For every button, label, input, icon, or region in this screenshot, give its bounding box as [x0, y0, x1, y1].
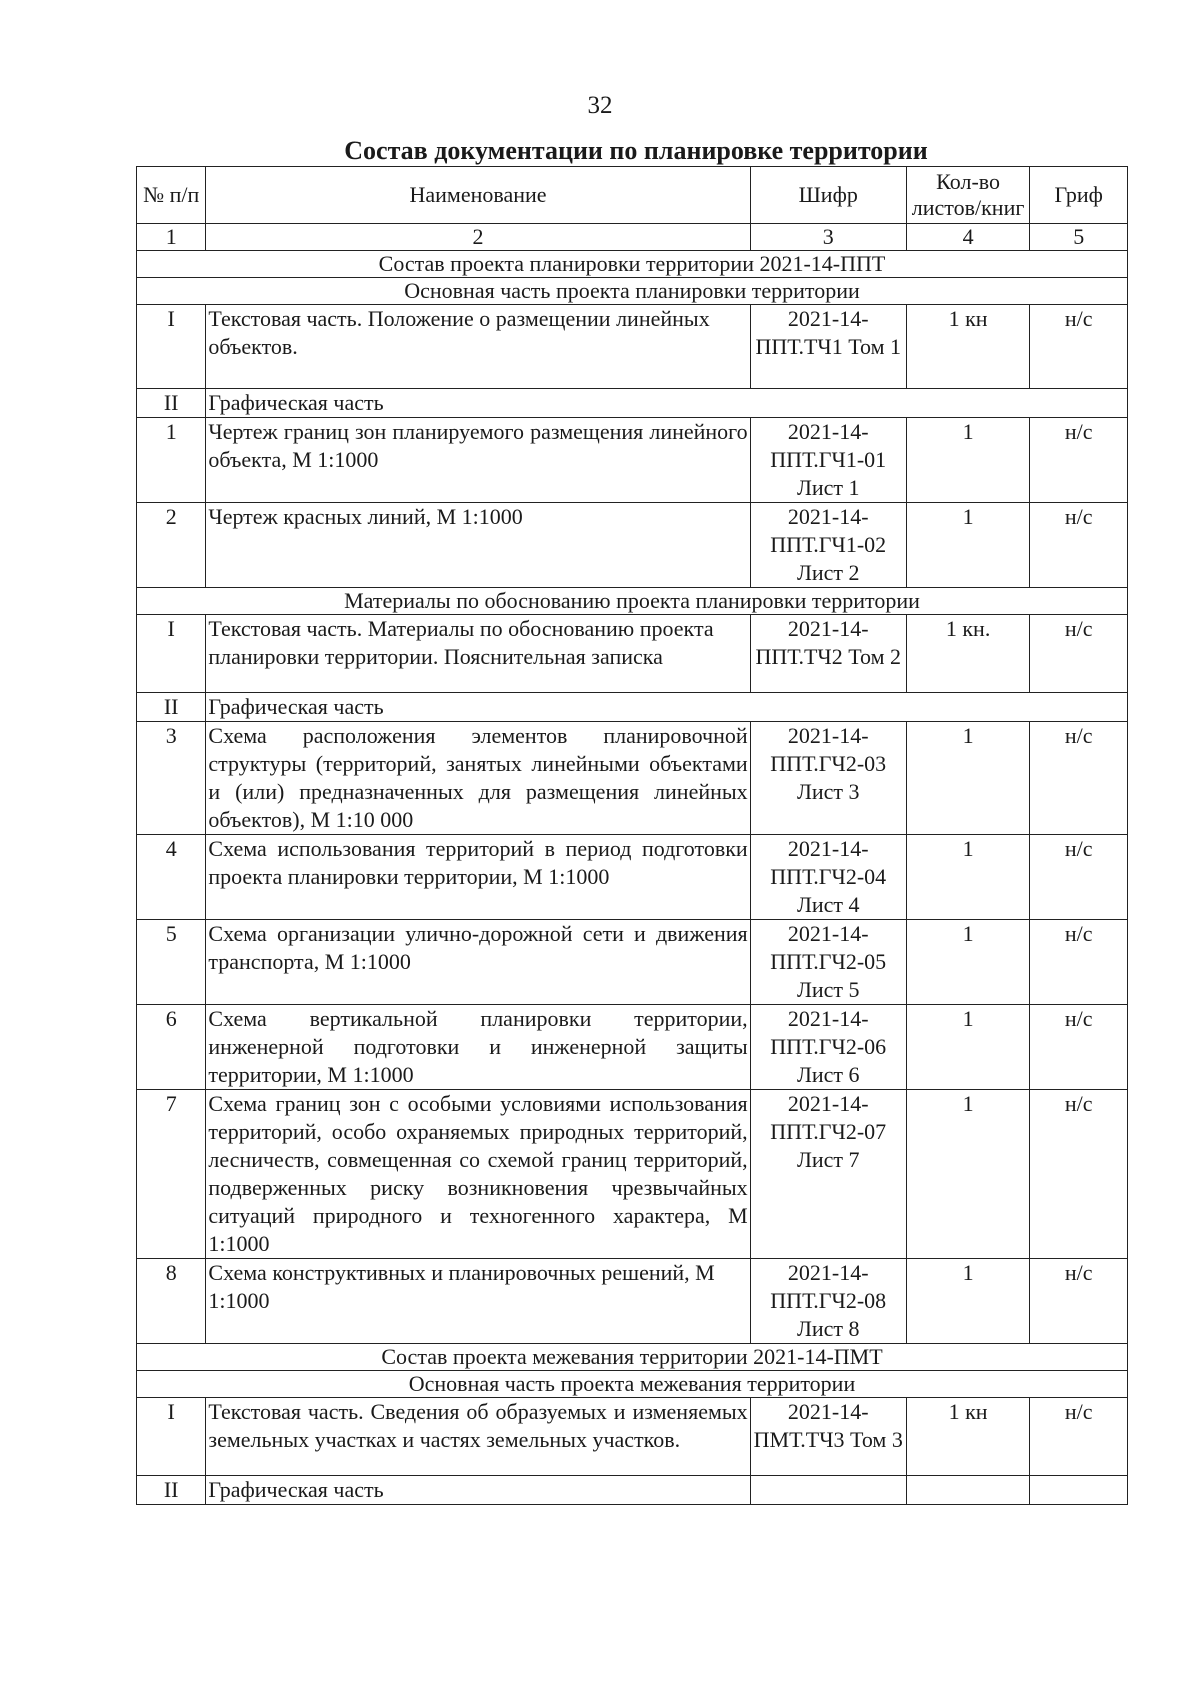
table-row — [137, 722, 1128, 835]
column-number: 5 — [1030, 224, 1128, 251]
document-title: Состав документации по планировке территории — [344, 136, 928, 165]
row-quantity: 1 — [906, 920, 1030, 1005]
table-row — [137, 693, 1128, 722]
row-code: 2021-14- ППТ.ГЧ1-01 Лист 1 — [750, 418, 906, 503]
table-row — [137, 418, 1128, 503]
row-grif: н/с — [1030, 835, 1128, 920]
table-row — [137, 503, 1128, 588]
table-row — [137, 835, 1128, 920]
row-code: 2021-14- ППТ.ГЧ2-05 Лист 5 — [750, 920, 906, 1005]
row-number: I — [137, 615, 206, 693]
header-code: Шифр — [750, 167, 906, 224]
row-name: Схема организации улично-дорожной сети и движения транспорта, М 1:1000 — [206, 920, 750, 1005]
row-quantity: 1 — [906, 722, 1030, 835]
header-name: Наименование — [206, 167, 750, 224]
row-number: II — [137, 389, 206, 418]
section-row — [137, 251, 1128, 278]
table-row — [137, 1398, 1128, 1476]
row-code: 2021-14- ППТ.ГЧ1-02 Лист 2 — [750, 503, 906, 588]
row-name: Графическая часть — [206, 1476, 750, 1505]
row-name: Схема конструктивных и планировочных решений, М 1:1000 — [206, 1259, 750, 1344]
row-grif: н/с — [1030, 418, 1128, 503]
subsection-title: Основная часть проекта планировки территории — [137, 278, 1128, 305]
column-number: 4 — [906, 224, 1030, 251]
row-number: 4 — [137, 835, 206, 920]
subsection-title: Основная часть проекта межевания территории — [137, 1371, 1128, 1398]
column-number: 1 — [137, 224, 206, 251]
row-name: Графическая часть — [206, 693, 1128, 722]
header-quantity: Кол-во листов/книг — [906, 167, 1030, 224]
column-number: 3 — [750, 224, 906, 251]
row-number: 6 — [137, 1005, 206, 1090]
row-name: Схема использования территорий в период подготовки проекта планировки территории, М 1:1000 — [206, 835, 750, 920]
row-code: 2021-14- ППТ.ГЧ2-07 Лист 7 — [750, 1090, 906, 1259]
table-row — [137, 1005, 1128, 1090]
row-grif: н/с — [1030, 1398, 1128, 1476]
row-grif: н/с — [1030, 1259, 1128, 1344]
column-numbers-row — [137, 224, 1128, 251]
row-quantity: 1 — [906, 1259, 1030, 1344]
row-number: 7 — [137, 1090, 206, 1259]
row-number: II — [137, 693, 206, 722]
row-quantity: 1 кн — [906, 1398, 1030, 1476]
row-name: Графическая часть — [206, 389, 1128, 418]
row-grif: н/с — [1030, 920, 1128, 1005]
row-grif: н/с — [1030, 305, 1128, 389]
row-code: 2021-14- ППТ.ГЧ2-03 Лист 3 — [750, 722, 906, 835]
header-number: № п/п — [137, 167, 206, 224]
row-quantity: 1 кн — [906, 305, 1030, 389]
row-name: Схема границ зон с особыми условиями использования территорий, особо охраняемых природных территорий, лесничеств, совмещенная со схемой границ территорий, подверженных риску возникновения чрезвычайных ситуаций природного и техногенного характера, М 1:1000 — [206, 1090, 750, 1259]
subsection-title: Материалы по обоснованию проекта планировки территории — [137, 588, 1128, 615]
row-name: Схема вертикальной планировки территории, инженерной подготовки и инженерной защиты территории, М 1:1000 — [206, 1005, 750, 1090]
row-number: II — [137, 1476, 206, 1505]
row-grif: н/с — [1030, 722, 1128, 835]
table-row — [137, 389, 1128, 418]
row-number: 3 — [137, 722, 206, 835]
table-row — [137, 305, 1128, 389]
row-name: Текстовая часть. Положение о размещении линейных объектов. — [206, 305, 750, 389]
section-row — [137, 1344, 1128, 1371]
row-quantity: 1 — [906, 1090, 1030, 1259]
subsection-row — [137, 278, 1128, 305]
row-number: I — [137, 1398, 206, 1476]
page-number: 32 — [587, 92, 613, 119]
row-quantity: 1 кн. — [906, 615, 1030, 693]
row-quantity — [906, 1476, 1030, 1505]
row-code: 2021-14- ППТ.ТЧ1 Том 1 — [750, 305, 906, 389]
table-row — [137, 1259, 1128, 1344]
table-row — [137, 1476, 1128, 1505]
row-code: 2021-14- ППТ.ГЧ2-04 Лист 4 — [750, 835, 906, 920]
row-code: 2021-14- ППТ.ГЧ2-06 Лист 6 — [750, 1005, 906, 1090]
row-number: 1 — [137, 418, 206, 503]
row-name: Чертеж красных линий, М 1:1000 — [206, 503, 750, 588]
section-title: Состав проекта межевания территории 2021-14-ПМТ — [137, 1344, 1128, 1371]
row-code — [750, 1476, 906, 1505]
row-number: 5 — [137, 920, 206, 1005]
table-row — [137, 615, 1128, 693]
subsection-row — [137, 1371, 1128, 1398]
documentation-table — [136, 166, 1128, 1505]
row-grif: н/с — [1030, 503, 1128, 588]
row-name: Текстовая часть. Сведения об образуемых и изменяемых земельных участках и частях земельных участков. — [206, 1398, 750, 1476]
row-number: 8 — [137, 1259, 206, 1344]
table-header-row — [137, 167, 1128, 224]
row-code: 2021-14- ППТ.ГЧ2-08 Лист 8 — [750, 1259, 906, 1344]
row-quantity: 1 — [906, 418, 1030, 503]
row-grif: н/с — [1030, 1005, 1128, 1090]
row-quantity: 1 — [906, 1005, 1030, 1090]
row-code: 2021-14- ППТ.ТЧ2 Том 2 — [750, 615, 906, 693]
row-name: Текстовая часть. Материалы по обоснованию проекта планировки территории. Пояснительная записка — [206, 615, 750, 693]
row-number: I — [137, 305, 206, 389]
row-grif: н/с — [1030, 615, 1128, 693]
row-name: Схема расположения элементов планировочной структуры (территорий, занятых линейными объектами и (или) предназначенных для размещения линейных объектов), М 1:10 000 — [206, 722, 750, 835]
subsection-row — [137, 588, 1128, 615]
column-number: 2 — [206, 224, 750, 251]
row-number: 2 — [137, 503, 206, 588]
row-name: Чертеж границ зон планируемого размещения линейного объекта, М 1:1000 — [206, 418, 750, 503]
table-row — [137, 1090, 1128, 1259]
row-grif: н/с — [1030, 1090, 1128, 1259]
row-code: 2021-14- ПМТ.ТЧ3 Том 3 — [750, 1398, 906, 1476]
header-grif: Гриф — [1030, 167, 1128, 224]
section-title: Состав проекта планировки территории 2021-14-ППТ — [137, 251, 1128, 278]
row-quantity: 1 — [906, 835, 1030, 920]
row-quantity: 1 — [906, 503, 1030, 588]
row-grif — [1030, 1476, 1128, 1505]
table-row — [137, 920, 1128, 1005]
